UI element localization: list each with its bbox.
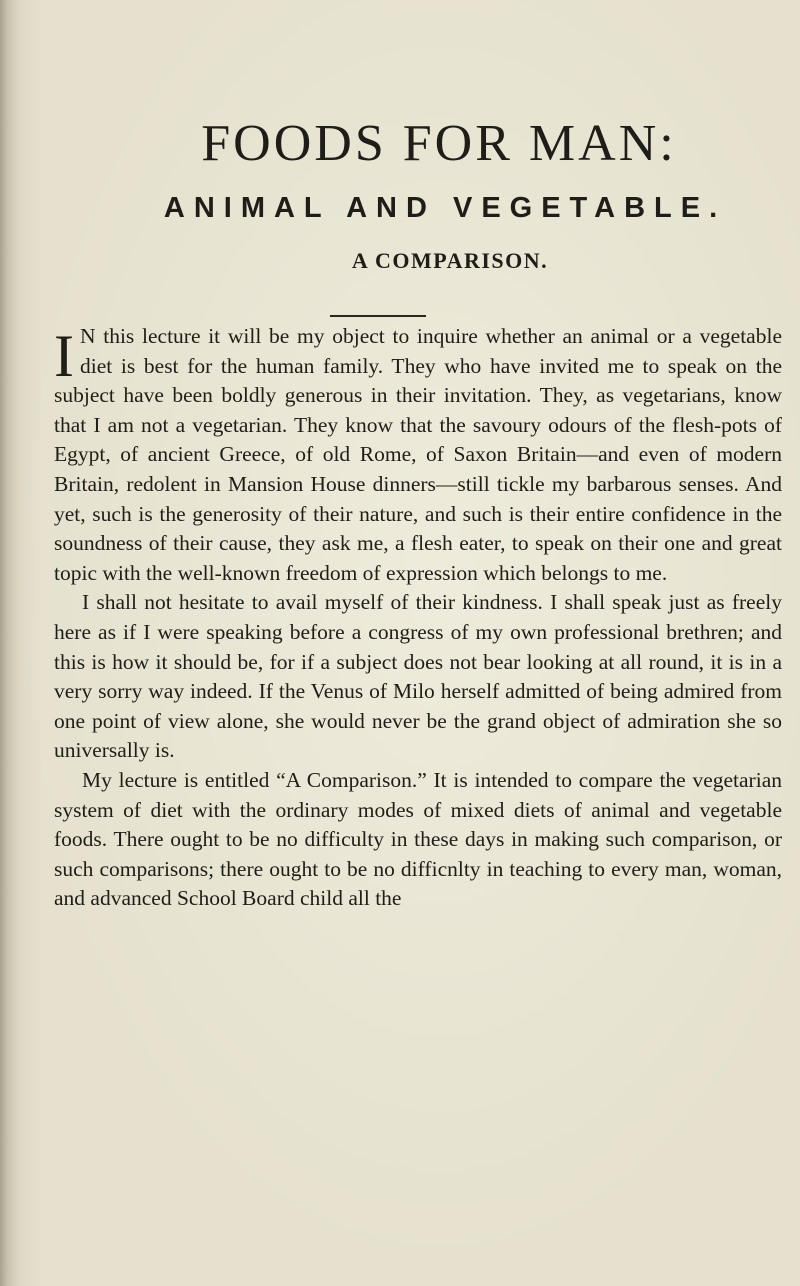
section-divider <box>330 315 426 317</box>
page-title: FOODS FOR MAN: <box>201 115 677 172</box>
page-subtitle: ANIMAL AND VEGETABLE. <box>163 192 727 224</box>
body-text <box>54 322 782 914</box>
paragraph-3: My lecture is entitled “A Comparison.” It is intended to compare the vegetarian system of diet with the ordinary modes of mixed diets of animal and vegetable foods. There ought to be no difficulty in these days in making such comparison, or such comparisons; there ought to be no difficnlty in teaching to every man, woman, and advanced School Board child all the <box>54 767 782 911</box>
paragraph-2: I shall not hesitate to avail myself of their kindness. I shall speak just as freely here as if I were speaking before a congress of my own professional brethren; and this is how it should be, for if a subject does not bear looking at all round, it is in a very sorry way indeed. If the Venus of Milo herself admitted of being admired from one point of view alone, she would never be the grand object of admiration she so universally is. <box>54 590 782 763</box>
paragraph-1-text: N this lecture it will be my object to inquire whether an animal or a vegetable diet is best for the human family. They who have invited me to speak on the subject have been boldly generous in their invitation. They, as vegetarians, know that I am not a vegetarian. They know that the savoury odours of the flesh-pots of Egypt, of ancient Greece, of old Rome, of Saxon Britain—and even of modern Britain, redolent in Mansion House dinners—still tickle my barbarous senses. And yet, such is the generosity of their nature, and such is their entire confidence in the soundness of their cause, they ask me, a flesh eater, to speak on their one and great topic with the well-known freedom of expression which belongs to me. <box>54 324 782 585</box>
section-heading: A COMPARISON. <box>351 248 549 273</box>
paragraph-1 <box>54 322 782 588</box>
drop-cap: I <box>54 323 74 389</box>
binding-gutter-shadow <box>0 0 42 1286</box>
